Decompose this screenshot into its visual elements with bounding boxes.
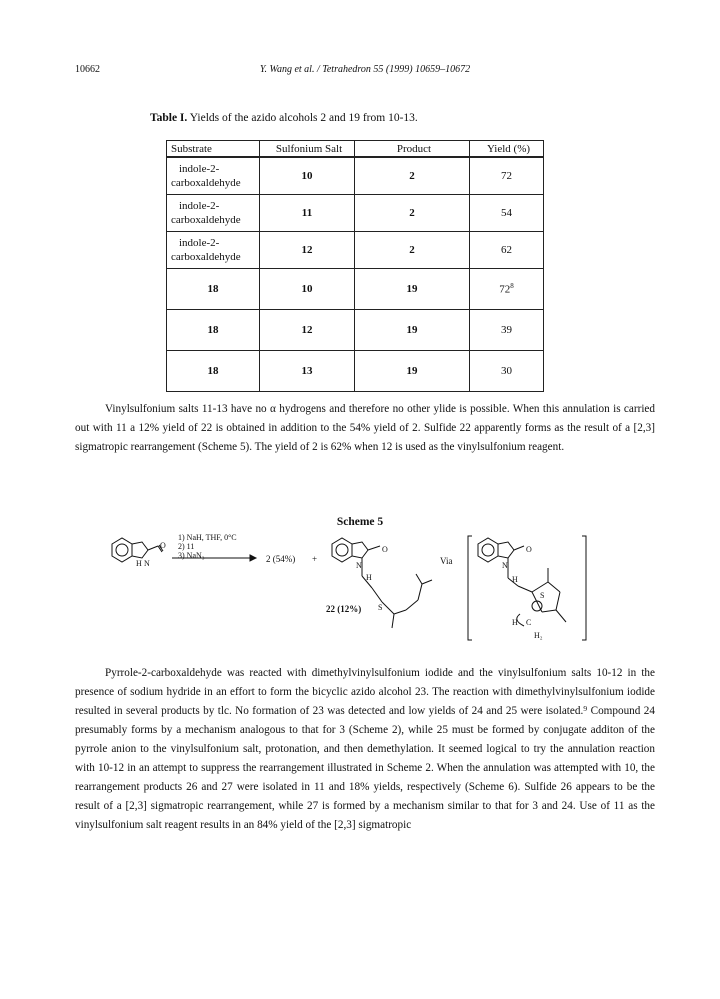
product-S-label: S: [378, 603, 383, 612]
condition-1: 1) NaH, THF, 0°C: [178, 533, 237, 542]
via-label: Via: [440, 556, 453, 566]
product-cell: 19: [355, 351, 470, 392]
paragraph-vinylsulfonium: Vinylsulfonium salts 11-13 have no α hydrogens and therefore no other ylide is possible. When this annulation is carried out with 11 a 12% yield of 22 is obtained in addition to the 54% yield of 2. Sulfide 22 apparently forms as the result of a [2,3] sigmatropic rearrangement (Scheme 5). The yield of 2 is 62% when 12 is used as the vinylsulfonium reagent.: [75, 403, 655, 453]
table-row: [167, 310, 544, 351]
running-header: [75, 64, 655, 78]
scheme-5-diagram: [100, 530, 610, 645]
product-O-label: O: [382, 545, 388, 554]
table-header-row: [167, 141, 544, 158]
yield-cell: $72^8$: [470, 269, 544, 310]
yield-cell: 30: [470, 351, 544, 392]
yield-cell: 39: [470, 310, 544, 351]
atom-O-label: O: [160, 541, 166, 550]
salt-cell: 13: [260, 351, 355, 392]
table-row: [167, 351, 544, 392]
page-number: 10662: [75, 64, 100, 75]
journal-citation: Y. Wang et al. / Tetrahedron 55 (1999) 10659–10672: [259, 64, 471, 75]
yield-cell: 72: [470, 157, 544, 195]
table-row: [167, 232, 544, 269]
table-row: [167, 157, 544, 195]
table-caption: [150, 112, 418, 124]
intermediate-O-label: O: [526, 545, 532, 554]
product-H-label: H: [366, 573, 372, 582]
salt-cell: 12: [260, 310, 355, 351]
product-cell: 19: [355, 310, 470, 351]
substrate-cell: 18: [167, 351, 260, 392]
table-row: [167, 195, 544, 232]
atom-H-label: H: [136, 559, 142, 568]
intermediate-N-label: N: [502, 561, 508, 570]
product-N-label: N: [356, 561, 362, 570]
product-cell: 2: [355, 195, 470, 232]
paragraph-pyrrole: Pyrrole-2-carboxaldehyde was reacted with dimethylvinylsulfonium iodide and the vinylsulfonium salts 10-12 in the presence of sodium hydride in an effort to form the bicyclic azido alcohol 23. The reaction with dimethylvinylsulfonium iodide resulted in several products by tlc. No formation of 23 was detected and low yields of 24 and 25 were isolated.⁹ Compound 24 presumably forms by a mechanism analogous to that for 3 (Scheme 2), while 25 must be formed by conjugate additon of the pyrrole anion to the vinylsulfonium salt, protonation, and then demethylation. It seemed logical to try the annulation reaction with 10-12 in an attempt to suppress the rearrangement illustrated in Scheme 2. When the annulation was attempted with 10, the rearrangement products 26 and 27 were isolated in 11 and 18% yields, respectively (Scheme 6). Sulfide 26 appears to be the result of a [2,3] sigmatropic rearrangement, while 27 is formed by a mechanism similar to that for 3 and 24. Use of 11 as the vinylsulfonium salt reagent results in an 84% yield of the [2,3] sigmatropic: [75, 667, 655, 831]
scheme-title: Scheme 5: [336, 516, 384, 528]
yield-cell: 54: [470, 195, 544, 232]
table-caption-text: Yields of the azido alcohols 2 and 19 from 10-13.: [189, 112, 418, 124]
salt-cell: 11: [260, 195, 355, 232]
condition-2: 2) 11: [178, 542, 195, 551]
salt-cell: 10: [260, 269, 355, 310]
substrate-cell: indole-2- carboxaldehyde: [167, 232, 260, 269]
intermediate-S-label: S: [540, 591, 545, 600]
column-header-sulfonium-salt: Sulfonium Salt: [260, 141, 355, 158]
intermediate-H-anion-label: H: [512, 618, 518, 627]
substrate-cell: indole-2- carboxaldehyde: [167, 157, 260, 195]
intermediate-H2-label: H₂: [534, 631, 543, 640]
table-row: [167, 269, 544, 310]
salt-cell: 10: [260, 157, 355, 195]
salt-cell: 12: [260, 232, 355, 269]
substrate-cell: indole-2- carboxaldehyde: [167, 195, 260, 232]
plus-sign: +: [312, 554, 318, 564]
intermediate-C-label: C: [526, 618, 532, 627]
yield-cell: 62: [470, 232, 544, 269]
intermediate-H-label: H: [512, 575, 518, 584]
atom-N-label: N: [144, 559, 150, 568]
column-header-substrate: Substrate: [167, 141, 260, 158]
substrate-cell: 18: [167, 269, 260, 310]
column-header-product: Product: [355, 141, 470, 158]
yields-table: [166, 140, 544, 392]
condition-3: 3) NaN₃: [178, 551, 205, 560]
product-2-label: 2 (54%): [266, 554, 296, 564]
substrate-cell: 18: [167, 310, 260, 351]
product-cell: 2: [355, 157, 470, 195]
table-label: Table I.: [150, 112, 188, 124]
product-cell: 2: [355, 232, 470, 269]
reaction-scheme-svg: [100, 530, 610, 645]
column-header-yield: Yield (%): [470, 141, 544, 158]
product-22-label: 22 (12%): [326, 604, 362, 614]
footnote-marker: 8: [510, 282, 514, 291]
product-cell: 19: [355, 269, 470, 310]
